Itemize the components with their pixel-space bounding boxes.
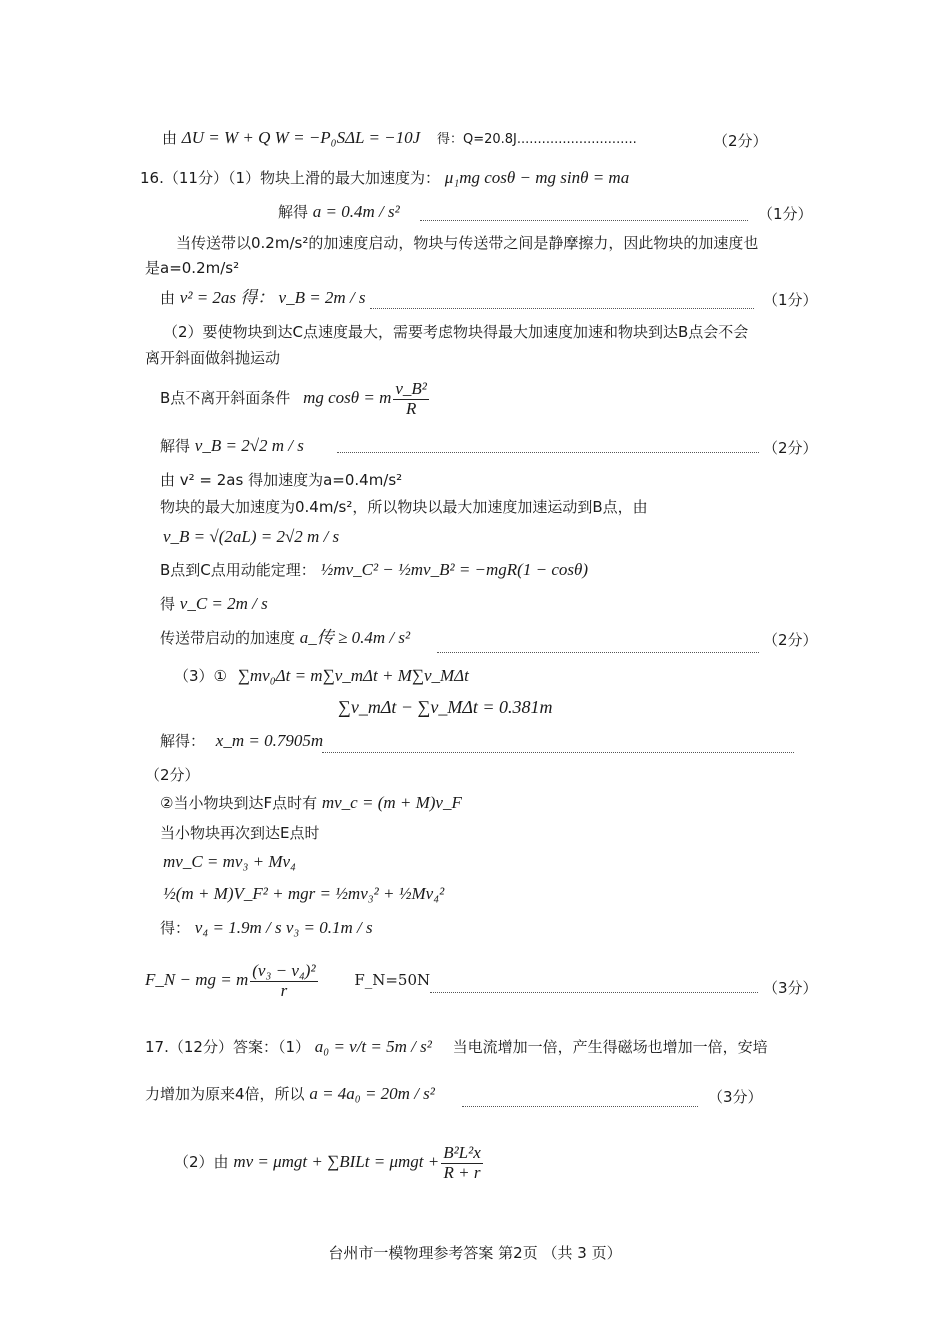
dot-leader bbox=[462, 1106, 698, 1107]
dot-leader bbox=[437, 652, 759, 653]
result: F_N=50N bbox=[354, 971, 431, 990]
formula: mv = μmgt + ∑BILt = μmgt + bbox=[233, 1152, 440, 1172]
energy-theorem-line bbox=[160, 560, 588, 580]
momentum-formula: mv_C = mv₃ + Mv₄ bbox=[163, 852, 296, 871]
text: 得 bbox=[160, 595, 176, 613]
formula: a = 4a₀ = 20m / s² bbox=[309, 1084, 435, 1103]
score: （2分） bbox=[145, 766, 200, 784]
result: 得：Q=20.8J............................. bbox=[436, 132, 637, 147]
numerator: v_B² bbox=[395, 379, 427, 398]
formula: a_传 ≥ 0.4m / s² bbox=[299, 628, 411, 647]
paragraph: 物块的最大加速度为0.4m/s²，所以物块以最大加速度加速运动到B点，由 bbox=[160, 498, 648, 516]
v4-line bbox=[160, 918, 373, 938]
fraction bbox=[441, 1144, 483, 1182]
formula: v_C = 2m / s bbox=[179, 594, 268, 613]
text: 传送带启动的加速度 bbox=[160, 629, 296, 647]
numerator: (v₃ − v₄)² bbox=[252, 961, 316, 980]
vc-line bbox=[160, 594, 268, 614]
text: 由 bbox=[160, 289, 176, 307]
dot-leader bbox=[430, 992, 758, 993]
q17-force-line bbox=[145, 1084, 435, 1104]
denominator: R + r bbox=[443, 1162, 481, 1182]
score: （1分） bbox=[763, 291, 818, 309]
dot-leader bbox=[337, 452, 759, 453]
score: （2分） bbox=[713, 132, 768, 150]
formula: ∑mv₀Δt = m∑v_mΔt + M∑v_MΔt bbox=[237, 666, 469, 685]
denominator: R bbox=[405, 398, 417, 418]
text: B点到C点用动能定理： bbox=[160, 561, 316, 579]
q17-heading bbox=[145, 1037, 768, 1057]
q16-heading bbox=[140, 168, 629, 188]
dot-leader bbox=[420, 220, 748, 221]
text: ②当小物块到达F点时有 bbox=[160, 794, 318, 812]
text: （3）① bbox=[174, 667, 227, 685]
page-footer: 台州市一模物理参考答案 第2页 （共 3 页） bbox=[328, 1244, 622, 1262]
e-point-line: 当小物块再次到达E点时 bbox=[160, 824, 320, 842]
b-condition-line bbox=[160, 380, 431, 418]
score: （3分） bbox=[708, 1088, 763, 1106]
xm-line bbox=[160, 731, 323, 751]
paragraph: 当传送带以0.2m/s²的加速度启动，物块与传送带之间是静摩擦力，因此物块的加速度也 bbox=[176, 234, 759, 252]
vb-line bbox=[160, 288, 366, 308]
score: （3分） bbox=[763, 979, 818, 997]
solve-a-line bbox=[278, 202, 400, 222]
text: 由 bbox=[162, 129, 178, 147]
paragraph: 离开斜面做斜抛运动 bbox=[145, 349, 281, 367]
formula: v₄ = 1.9m / s v₃ = 0.1m / s bbox=[194, 918, 373, 937]
energy-equation-line bbox=[162, 128, 637, 150]
paragraph: （2）要使物块到达C点速度最大，需要考虑物块得最大加速度加速和物块到达B点会不会 bbox=[163, 323, 749, 341]
dot-leader bbox=[322, 752, 794, 753]
formula: ΔU = W + Q W = −P₀SΔL = −10J bbox=[181, 128, 421, 147]
formula: a = 0.4m / s² bbox=[312, 202, 400, 221]
text: 解得 bbox=[278, 203, 309, 221]
f-point-line bbox=[160, 793, 462, 813]
q17-part2-line bbox=[174, 1144, 485, 1182]
text: 当电流增加一倍，产生得磁场也增加一倍，安培 bbox=[452, 1038, 768, 1056]
solve-vb-line bbox=[160, 436, 304, 456]
dot-leader bbox=[370, 308, 754, 309]
score: （1分） bbox=[758, 205, 813, 223]
score: （2分） bbox=[763, 631, 818, 649]
part3-line bbox=[174, 666, 469, 686]
formula: x_m = 0.7905m bbox=[215, 731, 324, 750]
formula: a₀ = v/t = 5m / s² bbox=[314, 1037, 432, 1056]
text: 力增加为原来4倍，所以 bbox=[145, 1085, 305, 1103]
formula: ½mv_C² − ½mv_B² = −mgR(1 − cosθ) bbox=[320, 560, 588, 579]
part3-formula-2: ∑v_mΔt − ∑v_MΔt = 0.381m bbox=[338, 697, 553, 717]
text: （2）由 bbox=[174, 1153, 229, 1172]
text: 得： bbox=[160, 919, 191, 937]
fraction bbox=[393, 380, 429, 418]
numerator: B²L²x bbox=[443, 1143, 481, 1162]
text: 17.（12分）答案：（1） bbox=[145, 1038, 310, 1056]
formula: μ₁mg cosθ − mg sinθ = ma bbox=[444, 168, 630, 187]
paragraph: 是a=0.2m/s² bbox=[145, 259, 240, 277]
text: 16.（11分）（1）物块上滑的最大加速度为： bbox=[140, 169, 440, 187]
normal-force-line bbox=[145, 962, 430, 1000]
vb-sqrt-formula: v_B = √(2aL) = 2√2 m / s bbox=[163, 527, 340, 546]
text: 解得： bbox=[160, 732, 206, 750]
text: 解得 bbox=[160, 437, 191, 455]
formula: mv_c = (m + M)v_F bbox=[321, 793, 462, 812]
formula: mg cosθ = m bbox=[303, 388, 392, 408]
formula: v_B = 2√2 m / s bbox=[194, 436, 304, 455]
formula: F_N − mg = m bbox=[145, 970, 249, 990]
text: B点不离开斜面条件 bbox=[160, 389, 291, 408]
belt-acc-line bbox=[160, 628, 410, 648]
energy-formula-2: ½(m + M)V_F² + mgr = ½mv₃² + ½Mv₄² bbox=[163, 884, 445, 903]
fraction bbox=[250, 962, 317, 1000]
formula: v² = 2as 得： v_B = 2m / s bbox=[179, 288, 366, 307]
denominator: r bbox=[280, 980, 288, 1000]
score: （2分） bbox=[763, 439, 818, 457]
acc-line: 由 v² = 2as 得加速度为a=0.4m/s² bbox=[160, 471, 403, 489]
